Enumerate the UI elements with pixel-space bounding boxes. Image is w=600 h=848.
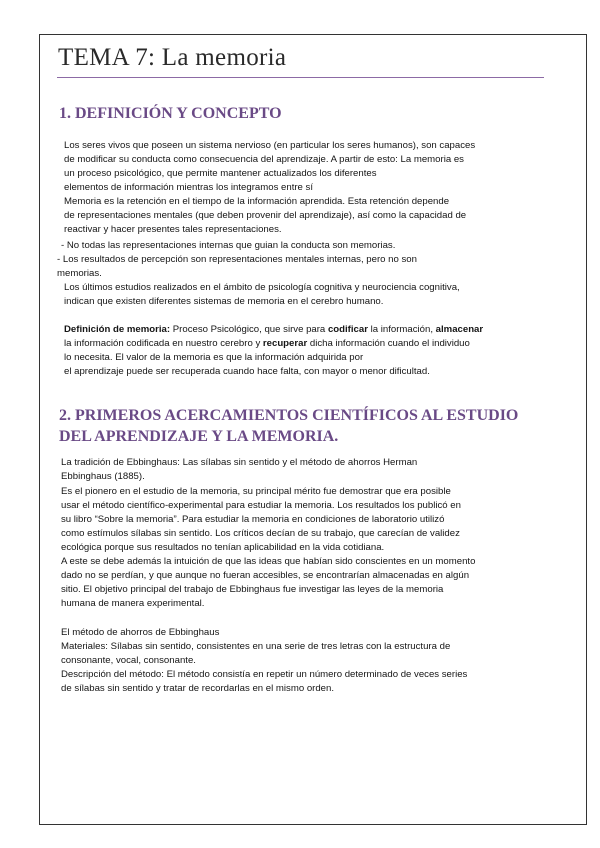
s1-line-7: reactivar y hacer presentes tales representaciones. xyxy=(64,224,282,235)
s2-line-3: Es el pionero en el estudio de la memoria, su principal mérito fue demostrar que era posible xyxy=(61,486,451,497)
definition-label: Definición de memoria: xyxy=(64,324,171,335)
s2-line-15: Descripción del método: El método consistía en repetir un número determinado de veces series xyxy=(61,669,468,680)
s2-line-10: sitio. El objetivo principal del trabajo de Ebbinghaus fue investigar las leyes de la memoria xyxy=(61,584,444,595)
s2-line-1: La tradición de Ebbinghaus: Las sílabas sin sentido y el método de ahorros Herman xyxy=(61,457,418,468)
s2-line-4: usar el método científico-experimental para estudiar la memoria. Los resultados los publicó en xyxy=(61,500,461,511)
page-title: TEMA 7: La memoria xyxy=(58,44,287,71)
s1-line-2: de modificar su conducta como consecuencia del aprendizaje. A partir de esto: La memoria es xyxy=(64,154,464,165)
definition-text: Proceso Psicológico, que sirve para xyxy=(170,324,328,335)
s1-line-1: Los seres vivos que poseen un sistema nervioso (en particular los seres humanos), son capaces xyxy=(64,140,476,151)
definition-line-2 xyxy=(64,338,470,350)
s2-line-9: dado no se perdían, y que aunque no fueran accesibles, se encontrarían almacenadas en algún xyxy=(61,570,470,581)
definition-line-1 xyxy=(64,324,483,336)
s1-line-9: - Los resultados de percepción son representaciones mentales internas, pero no son xyxy=(57,254,417,265)
title-underline xyxy=(57,77,544,78)
s1-line-6: de representaciones mentales (que deben provenir del aprendizaje), así como la capacidad de xyxy=(64,210,467,221)
s2-line-2: Ebbinghaus (1885). xyxy=(61,471,145,482)
s2-line-12: El método de ahorros de Ebbinghaus xyxy=(61,627,220,638)
s1-line-12: indican que existen diferentes sistemas de memoria en el cerebro humano. xyxy=(64,296,384,307)
s1-line-11: Los últimos estudios realizados en el ámbito de psicología cognitiva y neurociencia cognitiva, xyxy=(64,282,460,293)
definition-line-4: el aprendizaje puede ser recuperada cuando hace falta, con mayor o menor dificultad. xyxy=(64,366,430,377)
definition-text: dicha información cuando el individuo xyxy=(307,338,470,349)
s1-line-8: - No todas las representaciones internas que guian la conducta son memorias. xyxy=(61,240,396,251)
section-2-heading-line-1: 2. PRIMEROS ACERCAMIENTOS CIENTÍFICOS AL ESTUDIO xyxy=(59,407,519,424)
s2-line-8: A este se debe además la intuición de que las ideas que habían sido conscientes en un momento xyxy=(61,556,476,567)
s1-line-3: un proceso psicológico, que permite mantener actualizados los diferentes xyxy=(64,168,377,179)
s2-line-11: humana de manera experimental. xyxy=(61,598,205,609)
definition-text: la información, xyxy=(367,324,436,335)
definition-text: la información codificada en nuestro cerebro y xyxy=(64,338,263,349)
section-2-heading-line-2: DEL APRENDIZAJE Y LA MEMORIA. xyxy=(59,428,339,445)
s2-line-13: Materiales: Sílabas sin sentido, consistentes en una serie de tres letras con la estructura de xyxy=(61,641,451,652)
definition-line-3: lo necesita. El valor de la memoria es que la información adquirida por xyxy=(64,352,364,363)
definition-keyword: codificar xyxy=(327,324,368,335)
definition-keyword: recuperar xyxy=(262,338,308,349)
s1-line-10: memorias. xyxy=(57,268,102,279)
section-1-heading: 1. DEFINICIÓN Y CONCEPTO xyxy=(59,105,282,122)
s1-line-5: Memoria es la retención en el tiempo de la información aprendida. Esta retención depende xyxy=(64,196,450,207)
definition-keyword: almacenar xyxy=(435,324,484,335)
s2-line-14: consonante, vocal, consonante. xyxy=(61,655,196,666)
s2-line-7: ecológica porque sus resultados no tenían aplicabilidad en la vida cotidiana. xyxy=(61,542,385,553)
s1-line-4: elementos de información mientras los integramos entre sí xyxy=(64,182,314,193)
s2-line-6: como estímulos sílabas sin sentido. Los críticos decían de su trabajo, que carecían de validez xyxy=(61,528,460,539)
s2-line-5: su libro “Sobre la memoria”. Para estudiar la memoria en condiciones de laboratorio utilizó xyxy=(61,514,445,525)
s2-line-16: de sílabas sin sentido y tratar de recordarlas en el mismo orden. xyxy=(61,683,335,694)
